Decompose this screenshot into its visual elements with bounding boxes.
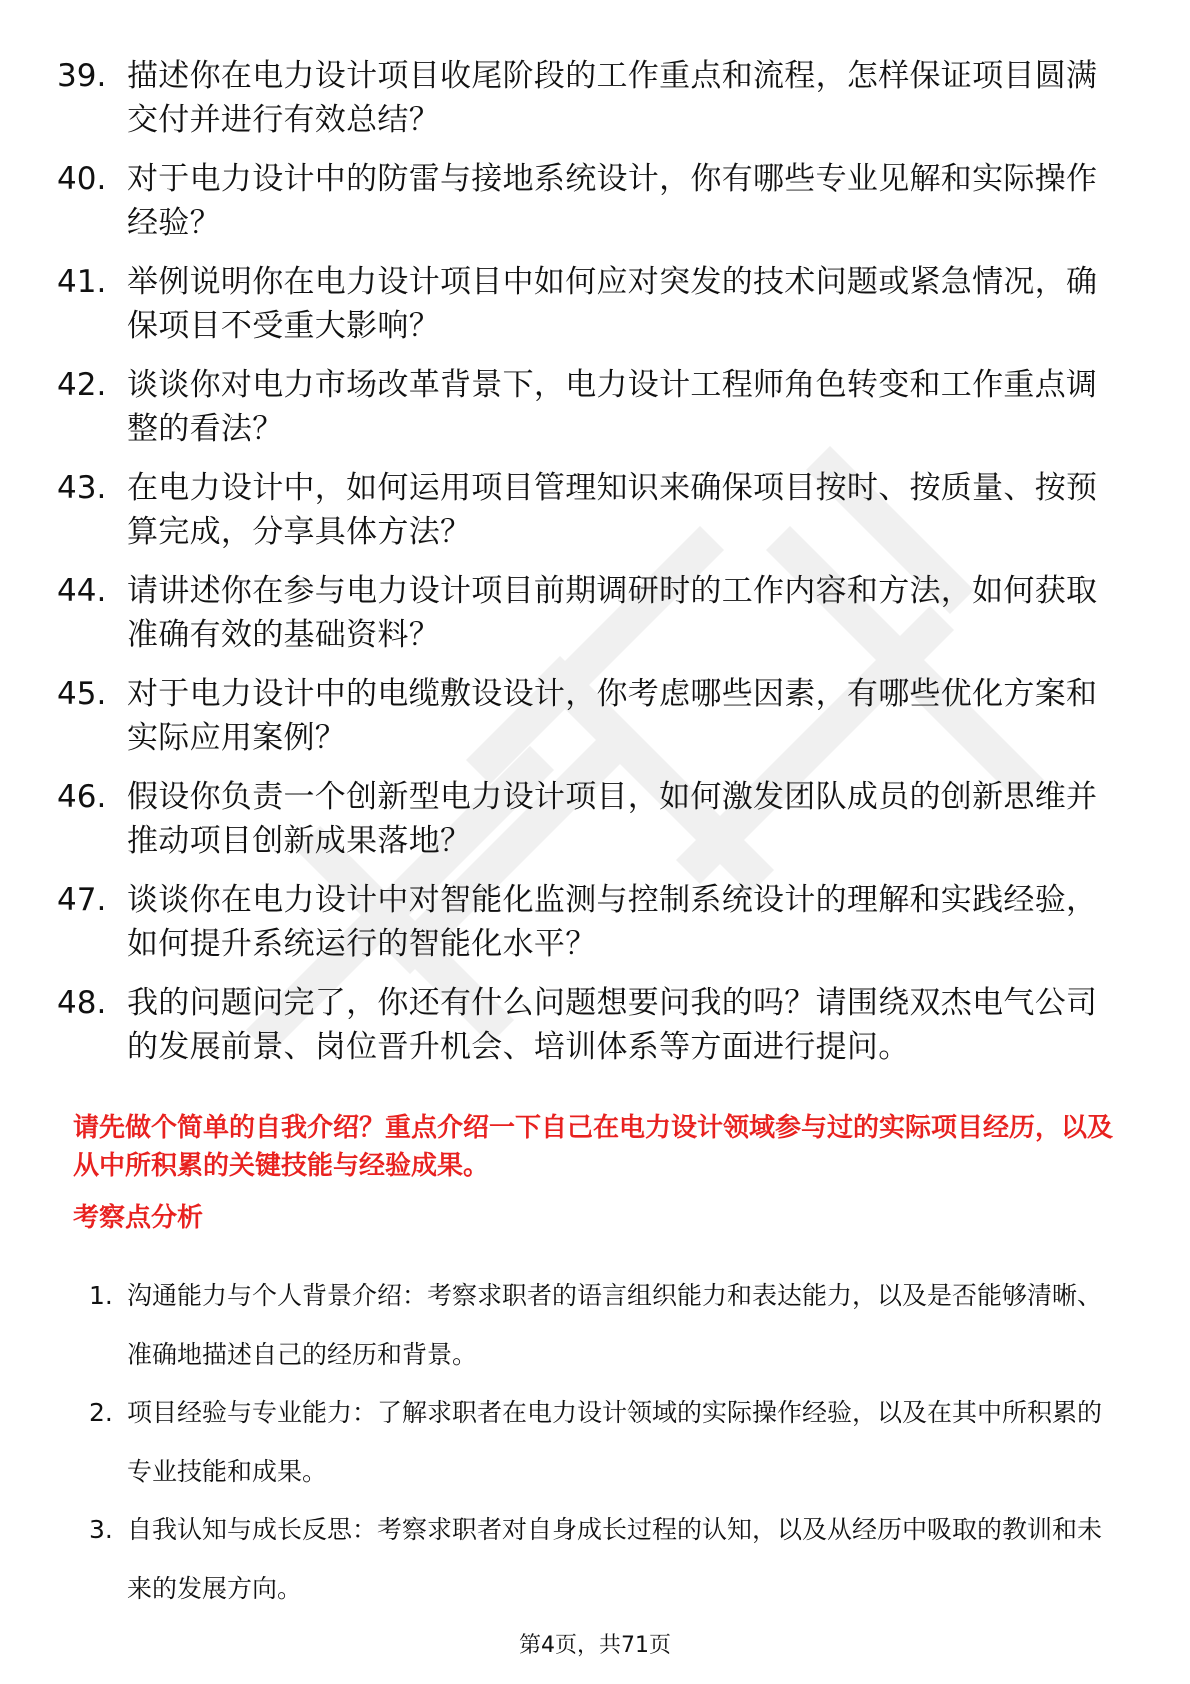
analysis-number: 1.: [89, 1281, 113, 1310]
question-number: 40.: [57, 161, 107, 197]
question-text: 对于电力设计中的电缆敷设设计，你考虑哪些因素，有哪些优化方案和实际应用案例？: [127, 676, 1098, 756]
question-text: 举例说明你在电力设计项目中如何应对突发的技术问题或紧急情况，确保项目不受重大影响？: [127, 264, 1098, 344]
list-item: [0, 153, 1190, 256]
question-number: 45.: [57, 676, 107, 712]
question-number: 41.: [57, 264, 107, 300]
question-number: 42.: [57, 367, 107, 403]
list-item: [0, 565, 1190, 668]
featured-question: 请先做个简单的自我介绍？重点介绍一下自己在电力设计领域参与过的实际项目经历，以及从中所积累的关键技能与经验成果。: [73, 1113, 1114, 1181]
analysis-text: 自我认知与成长反思：考察求职者对自身成长过程的认知，以及从经历中吸取的教训和未来的发展方向。: [127, 1515, 1103, 1603]
question-number: 39.: [57, 58, 107, 94]
question-number: 48.: [57, 985, 107, 1021]
question-text: 对于电力设计中的防雷与接地系统设计，你有哪些专业见解和实际操作经验？: [127, 161, 1098, 241]
analysis-heading: 考察点分析: [73, 1203, 204, 1233]
question-text: 谈谈你在电力设计中对智能化监测与控制系统设计的理解和实践经验，如何提升系统运行的智能化水平？: [127, 882, 1098, 962]
question-text: 在电力设计中，如何运用项目管理知识来确保项目按时、按质量、按预算完成，分享具体方法？: [127, 470, 1098, 550]
analysis-number: 2.: [89, 1398, 113, 1427]
analysis-list: [0, 1266, 1190, 1617]
list-item: [0, 771, 1190, 874]
question-number: 44.: [57, 573, 107, 609]
list-item: [0, 1266, 1190, 1383]
list-item: [0, 874, 1190, 977]
question-text: 描述你在电力设计项目收尾阶段的工作重点和流程，怎样保证项目圆满交付并进行有效总结？: [127, 58, 1098, 138]
list-item: [0, 668, 1190, 771]
question-text: 请讲述你在参与电力设计项目前期调研时的工作内容和方法，如何获取准确有效的基础资料？: [127, 573, 1098, 653]
question-number: 43.: [57, 470, 107, 506]
list-item: [0, 359, 1190, 462]
question-list: [0, 50, 1190, 1080]
list-item: [0, 977, 1190, 1080]
question-text: 谈谈你对电力市场改革背景下，电力设计工程师角色转变和工作重点调整的看法？: [127, 367, 1098, 447]
list-item: [0, 462, 1190, 565]
question-number: 47.: [57, 882, 107, 918]
question-number: 46.: [57, 779, 107, 815]
list-item: [0, 50, 1190, 153]
question-text: 假设你负责一个创新型电力设计项目，如何激发团队成员的创新思维并推动项目创新成果落地？: [127, 779, 1098, 859]
question-text: 我的问题问完了，你还有什么问题想要问我的吗？请围绕双杰电气公司的发展前景、岗位晋升机会、培训体系等方面进行提问。: [127, 985, 1098, 1065]
list-item: [0, 1383, 1190, 1500]
analysis-text: 沟通能力与个人背景介绍：考察求职者的语言组织能力和表达能力，以及是否能够清晰、准确地描述自己的经历和背景。: [127, 1281, 1103, 1369]
analysis-text: 项目经验与专业能力：了解求职者在电力设计领域的实际操作经验，以及在其中所积累的专业技能和成果。: [127, 1398, 1103, 1486]
page-footer: 第4页，共71页: [519, 1633, 671, 1658]
list-item: [0, 256, 1190, 359]
analysis-number: 3.: [89, 1515, 113, 1544]
list-item: [0, 1500, 1190, 1617]
